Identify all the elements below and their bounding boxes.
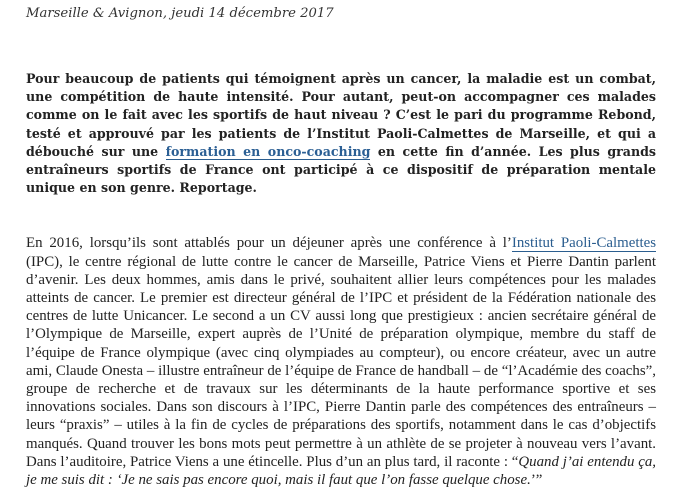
body-text-start: En 2016, lorsqu’ils sont attablés pour un déjeuner après une conférence à l’ bbox=[26, 235, 512, 252]
body-paragraph bbox=[26, 234, 656, 489]
quote-text: Quand j’ai entendu ça, je me suis dit : ‘Je ne sais pas encore quoi, mais il faut que l’on fasse quelque chose. bbox=[26, 453, 657, 489]
article bbox=[26, 0, 656, 489]
lead-paragraph bbox=[26, 70, 656, 197]
lead-text-start: Pour beaucoup de patients qui témoignent après un cancer, la maladie est un combat, une compétition de haute intensité. Pour autant, peut-on accompagner ces malades comme on le fait avec les sportifs de haut niveau ? C’est le pari du programme Rebond, testé et approuvé par les patients de l’Institut Paoli-Calmettes de Marseille, et qui a débouché sur une bbox=[26, 71, 656, 159]
body-text-end: ’” bbox=[530, 472, 543, 489]
body-text-middle: (IPC), le centre régional de lutte contre le cancer de Marseille, Patrice Viens et Pierre Dantin parlent d’avenir. Les deux hommes, amis dans le privé, souhaitent allier leurs compétences pour les malades atteints de cancer. Le premier est directeur général de l’IPC et président de la Fédération nationale des centres de lutte Unicancer. Le second a un CV aussi long que prestigieux : ancien secrétaire général de l’Olympique de Marseille, expert auprès de l’Unité de préparation olympique, membre du staff de l’équipe de France olympique (avec cinq olympiades au compteur), ou encore créateur, avec un autre ami, Claude Onesta – illustre entraîneur de l’équipe de France de handball – de “l’Académie des coachs”, groupe de recherche et de travaux sur les déterminants de la haute performance sportive et ses innovations sociales. Dans son discours à l’IPC, Pierre Dantin parle des compétences des entraîneurs – leurs “praxis” – utiles à la fin de cycles de préparations des sportifs, notamment dans le cas d’objectifs manqués. Quand trouver les bons mots peut permettre à un athlète de se projeter à nouveau vers l’avant. Dans l’auditoire, Patrice Viens a une étincelle. Plus d’un an plus tard, il raconte : “ bbox=[26, 253, 656, 470]
dateline: Marseille & Avignon, jeudi 14 décembre 2017 bbox=[26, 6, 334, 21]
onco-coaching-link[interactable]: formation en onco-coaching bbox=[165, 143, 371, 159]
institut-paoli-calmettes-link[interactable]: Institut Paoli-Calmettes bbox=[511, 235, 656, 252]
lead-text-end: en cette fin d’année. Les plus grands entraîneurs sportifs de France ont participé à ce dispositif de préparation mentale unique en son genre. Reportage. bbox=[26, 143, 656, 196]
